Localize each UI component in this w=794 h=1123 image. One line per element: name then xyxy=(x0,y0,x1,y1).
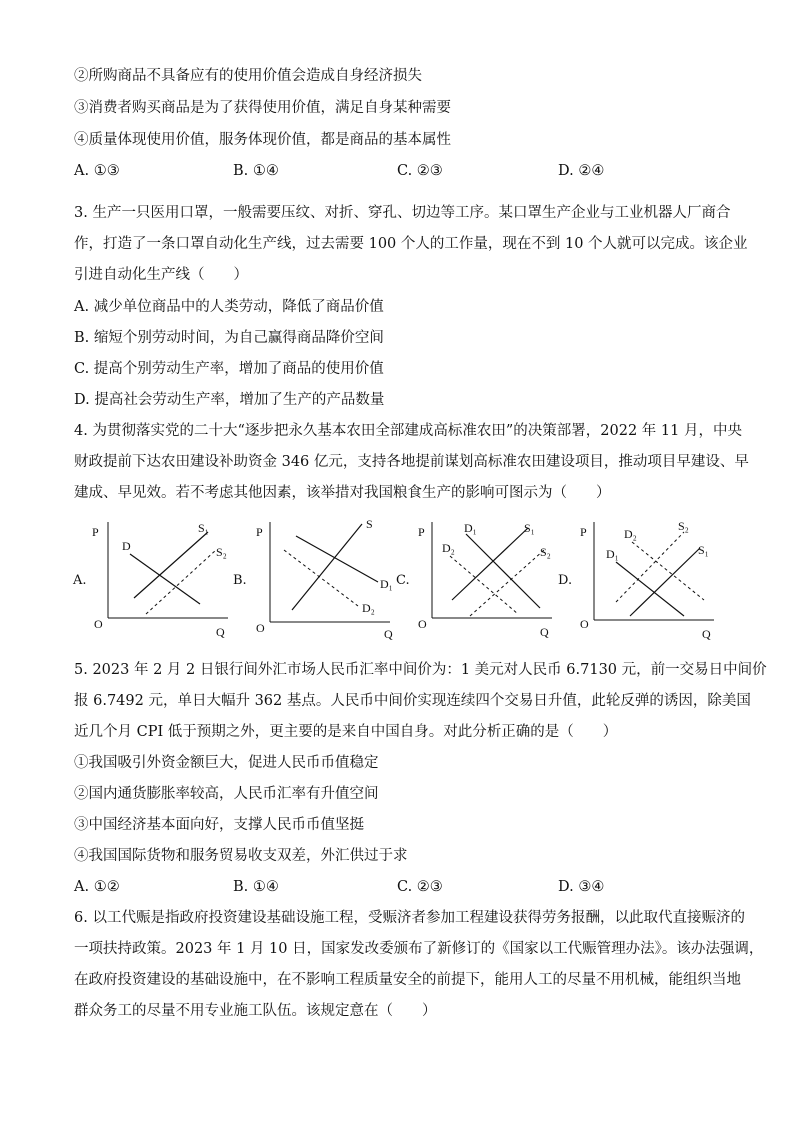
graph-b-option-label: B. xyxy=(233,573,247,588)
q6-stem-line-4: 群众务工的尽量不用专业施工队伍。该规定意在（ ） xyxy=(74,1003,437,1019)
graph-b-o-label: O xyxy=(256,621,265,635)
graph-d-q-label: Q xyxy=(702,627,711,641)
q5-option-c: C. ②③ xyxy=(397,879,443,895)
q4-stem-line-2: 财政提前下达农田建设补助资金 346 亿元，支持各地提前谋划高标准农田建设项目，推动项目早建设、早 xyxy=(74,454,749,470)
graph-d-option-label: D. xyxy=(558,573,573,588)
q3-stem-line-2: 作，打造了一条口罩自动化生产线，过去需要 100 个人的工作量，现在不到 10 个人就可以完成。该企业 xyxy=(74,236,748,252)
graph-a-q-label: Q xyxy=(216,625,225,639)
graph-d-curve-d2 xyxy=(632,542,704,600)
graph-c-q-label: Q xyxy=(540,625,549,639)
graph-d-label-s2: S₂ xyxy=(678,519,689,533)
q3-option-c: C. 提高个别劳动生产率，增加了商品的使用价值 xyxy=(74,361,384,377)
q5-stem-line-3: 近几个月 CPI 低于预期之外，更主要的是来自中国自身。对此分析正确的是（ ） xyxy=(74,724,618,740)
graph-b-curve-d2 xyxy=(284,550,358,606)
q6-stem-line-1: 6. 以工代赈是指政府投资建设基础设施工程，受赈济者参加工程建设获得劳务报酬，以此取代直接赈济的 xyxy=(74,910,745,926)
graph-c-label-s1: S₁ xyxy=(524,521,535,535)
q5-item-4: ④我国国际货物和服务贸易收支双差，外汇供过于求 xyxy=(74,848,408,864)
graph-b-label-d2: D₂ xyxy=(362,601,375,615)
q2-option-b: B. ①④ xyxy=(233,163,279,179)
graph-c xyxy=(410,514,560,642)
q5-stem-line-1: 5. 2023 年 2 月 2 日银行间外汇市场人民币汇率中间价为：1 美元对人民币 6.7130 元，前一交易日中间价 xyxy=(74,662,767,678)
graph-d-label-d1: D₁ xyxy=(606,547,619,561)
graph-d xyxy=(572,514,722,642)
q3-option-a: A. 减少单位商品中的人类劳动，降低了商品价值 xyxy=(74,299,384,315)
graph-c-o-label: O xyxy=(418,617,427,631)
q5-option-d: D. ③④ xyxy=(558,879,605,895)
q5-option-a: A. ①② xyxy=(74,879,120,895)
graph-a-option-label: A. xyxy=(73,573,87,588)
graph-d-o-label: O xyxy=(580,617,589,631)
graph-d-curve-d1 xyxy=(616,562,684,616)
graph-b-curve-d1 xyxy=(296,536,378,582)
q5-option-b: B. ①④ xyxy=(233,879,279,895)
q2-option-c: C. ②③ xyxy=(397,163,443,179)
graph-d-label-s1: S₁ xyxy=(698,543,709,557)
graph-a xyxy=(88,514,238,642)
graph-b-label-d1: D₁ xyxy=(380,577,393,591)
q5-stem-line-2: 报 6.7492 元，单日大幅升 362 基点。人民币中间价实现连续四个交易日升值，此轮反弹的诱因，除美国 xyxy=(74,693,751,709)
q6-stem-line-2: 一项扶持政策。2023 年 1 月 10 日，国家发改委颁布了新修订的《国家以工代赈管理办法》。该办法强调， xyxy=(74,941,764,957)
graph-c-label-d2: D₂ xyxy=(442,541,455,555)
q3-stem-line-3: 引进自动化生产线（ ） xyxy=(74,267,248,283)
q3-option-d: D. 提高社会劳动生产率，增加了生产的产品数量 xyxy=(74,392,385,408)
q6-stem-line-3: 在政府投资建设的基础设施中，在不影响工程质量安全的前提下，能用人工的尽量不用机械，能组织当地 xyxy=(74,972,741,988)
q2-option-d: D. ②④ xyxy=(558,163,605,179)
q5-item-2: ②国内通货膨胀率较高，人民币汇率有升值空间 xyxy=(74,786,379,802)
graph-b-q-label: Q xyxy=(384,627,393,641)
graph-d-p-label: P xyxy=(580,525,587,539)
q3-option-b: B. 缩短个别劳动时间，为自己赢得商品降价空间 xyxy=(74,330,384,346)
graph-c-curve-d1 xyxy=(466,534,540,608)
q3-stem-line-1: 3. 生产一只医用口罩，一般需要压纹、对折、穿孔、切边等工序。某口罩生产企业与工业机器人厂商合 xyxy=(74,205,731,221)
graph-a-p-label: P xyxy=(92,525,99,539)
q2-option-a: A. ①③ xyxy=(74,163,120,179)
q2-item-4: ④质量体现使用价值，服务体现价值，都是商品的基本属性 xyxy=(74,132,451,148)
graph-a-curve-s2 xyxy=(146,550,216,614)
graph-d-curve-s2 xyxy=(616,532,684,602)
q5-item-1: ①我国吸引外资金额巨大，促进人民币币值稳定 xyxy=(74,755,379,771)
q2-item-3: ③消费者购买商品是为了获得使用价值，满足自身某种需要 xyxy=(74,100,451,116)
graph-c-label-s2: S₂ xyxy=(540,545,551,559)
q4-stem-line-3: 建成、早见效。若不考虑其他因素，该举措对我国粮食生产的影响可图示为（ ） xyxy=(74,485,611,501)
graph-c-label-d1: D₁ xyxy=(464,521,477,535)
graph-a-label-s1: S₁ xyxy=(198,521,209,535)
q2-item-2: ②所购商品不具备应有的使用价值会造成自身经济损失 xyxy=(74,68,422,84)
graph-c-curve-s2 xyxy=(470,550,544,616)
graph-d-label-d2: D₂ xyxy=(624,527,637,541)
graph-b xyxy=(248,514,398,642)
graph-a-label-s2: S₂ xyxy=(216,545,227,559)
graph-c-curve-d2 xyxy=(450,556,518,614)
graph-b-p-label: P xyxy=(256,525,263,539)
graph-a-o-label: O xyxy=(94,617,103,631)
graph-c-p-label: P xyxy=(418,525,425,539)
q4-stem-line-1: 4. 为贯彻落实党的二十大“逐步把永久基本农田全部建成高标准农田”的决策部署，2022 年 11 月，中央 xyxy=(74,423,742,439)
graph-c-curve-s1 xyxy=(452,528,528,600)
graph-b-label-s: S xyxy=(366,517,373,531)
graph-a-label-d: D xyxy=(122,539,131,553)
q5-item-3: ③中国经济基本面向好，支撑人民币币值坚挺 xyxy=(74,817,364,833)
graph-c-option-label: C. xyxy=(396,573,410,588)
